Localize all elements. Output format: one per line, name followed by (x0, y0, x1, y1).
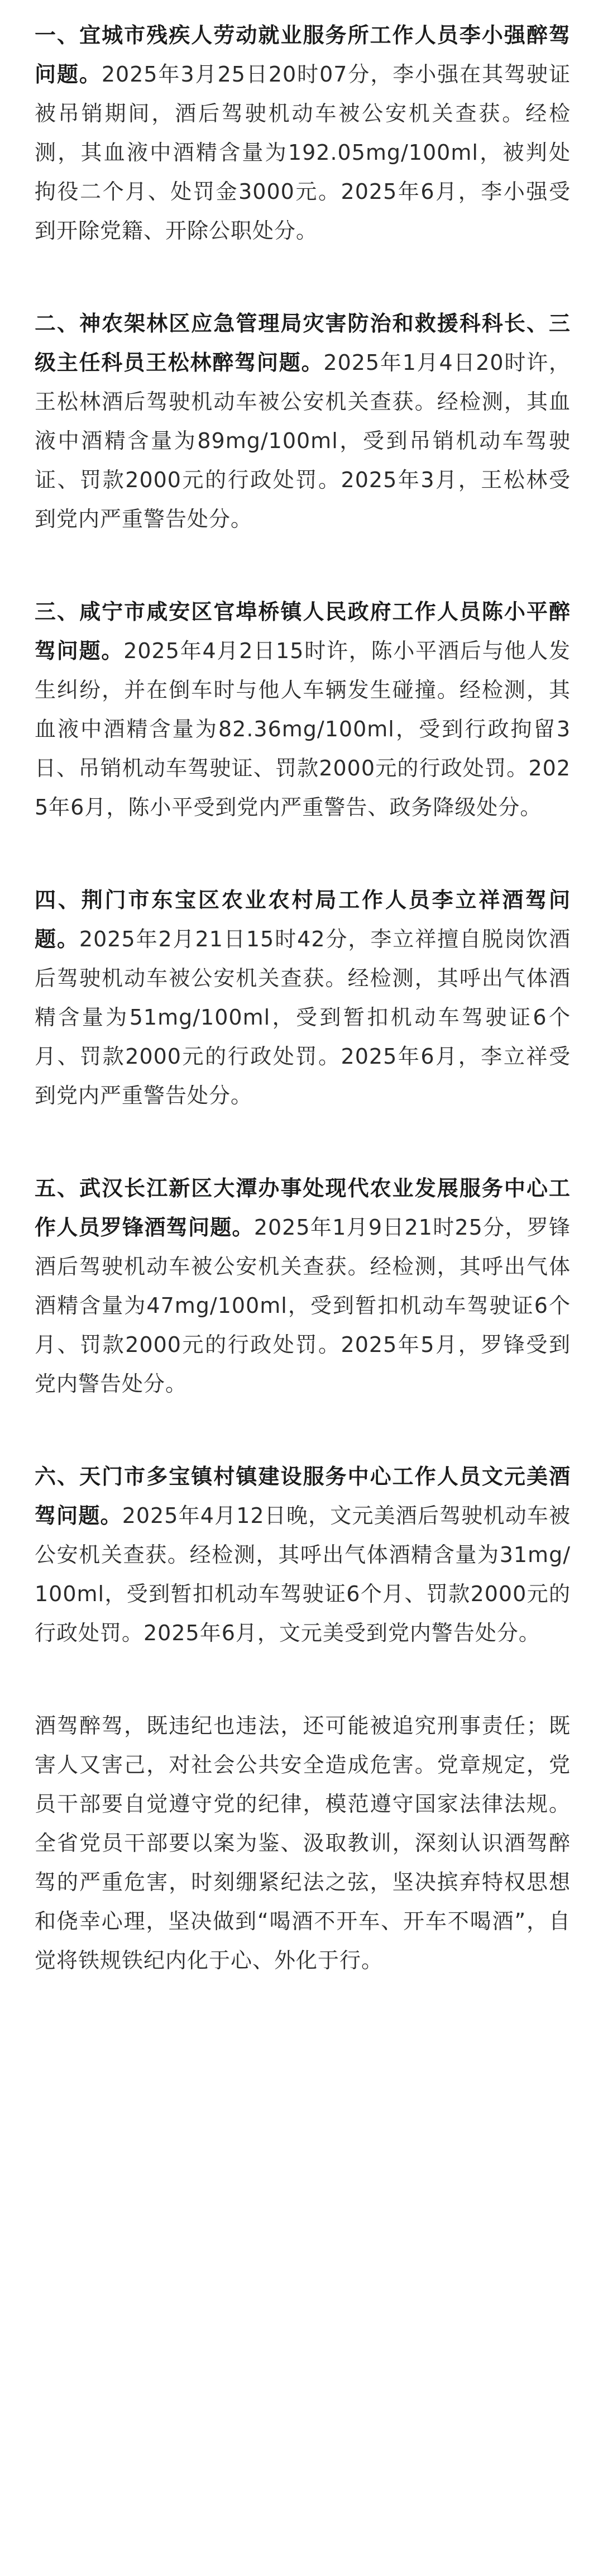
closing-paragraph: 酒驾醉驾，既违纪也违法，还可能被追究刑事责任；既害人又害己，对社会公共安全造成危害。党章规定，党员干部要自觉遵守党的纪律，模范遵守国家法律法规。全省党员干部要以案为鉴、汲取教训，深刻认识酒驾醉驾的严重危害，时刻绷紧纪法之弦，坚决摈弃特权思想和侥幸心理，坚决做到“喝酒不开车、开车不喝酒”，自觉将铁规铁纪内化于心、外化于行。 (35, 1713, 571, 1973)
case-body: 2025年3月25日20时07分，李小强在其驾驶证被吊销期间，酒后驾驶机动车被公安机关查获。经检测，其血液中酒精含量为192.05mg/100ml，被判处拘役二个月、处罚金3000元。2025年6月，李小强受到开除党籍、开除公职处分。 (35, 62, 571, 243)
case-body: 2025年2月21日15时42分，李立祥擅自脱岗饮酒后驾驶机动车被公安机关查获。经检测，其呼出气体酒精含量为51mg/100ml，受到暂扣机动车驾驶证6个月、罚款2000元的行政处罚。2025年6月，李立祥受到党内严重警告处分。 (35, 927, 571, 1108)
case-title: 一、宜城市残疾人劳动就业服务所工作人员李小强醉驾问题。 (35, 23, 571, 87)
case-paragraph (35, 304, 571, 539)
case-body: 2025年4月2日15时许，陈小平酒后与他人发生纠纷，并在倒车时与他人车辆发生碰撞。经检测，其血液中酒精含量为82.36mg/100ml，受到行政拘留3日、吊销机动车驾驶证、罚款2000元的行政处罚。2025年6月，陈小平受到党内严重警告、政务降级处分。 (35, 639, 571, 820)
case-body: 2025年1月4日20时许，王松林酒后驾驶机动车被公安机关查获。经检测，其血液中酒精含量为89mg/100ml，受到吊销机动车驾驶证、罚款2000元的行政处罚。2025年3月，王松林受到党内严重警告处分。 (35, 350, 571, 531)
case-paragraph (35, 592, 571, 827)
case-item (35, 880, 571, 1115)
case-body: 2025年1月9日21时25分，罗锋酒后驾驶机动车被公安机关查获。经检测，其呼出气体酒精含量为47mg/100ml，受到暂扣机动车驾驶证6个月、罚款2000元的行政处罚。2025年5月，罗锋受到党内警告处分。 (35, 1215, 571, 1396)
case-item (35, 304, 571, 539)
case-body: 2025年4月12日晚，文元美酒后驾驶机动车被公安机关查获。经检测，其呼出气体酒精含量为31mg/100ml，受到暂扣机动车驾驶证6个月、罚款2000元的行政处罚。2025年6月，文元美受到党内警告处分。 (35, 1503, 571, 1645)
case-title: 二、神农架林区应急管理局灾害防治和救援科科长、三级主任科员王松林醉驾问题。 (35, 311, 571, 375)
case-paragraph (35, 1457, 571, 1653)
case-title: 四、荆门市东宝区农业农村局工作人员李立祥酒驾问题。 (35, 888, 571, 951)
case-item (35, 592, 571, 827)
case-title: 六、天门市多宝镇村镇建设服务中心工作人员文元美酒驾问题。 (35, 1464, 571, 1528)
case-item (35, 1457, 571, 1653)
case-title: 五、武汉长江新区大潭办事处现代农业发展服务中心工作人员罗锋酒驾问题。 (35, 1176, 571, 1240)
case-paragraph (35, 1169, 571, 1403)
case-title: 三、咸宁市咸安区官埠桥镇人民政府工作人员陈小平醉驾问题。 (35, 599, 571, 663)
case-item (35, 16, 571, 250)
case-paragraph (35, 16, 571, 250)
case-item (35, 1169, 571, 1403)
case-paragraph (35, 880, 571, 1115)
